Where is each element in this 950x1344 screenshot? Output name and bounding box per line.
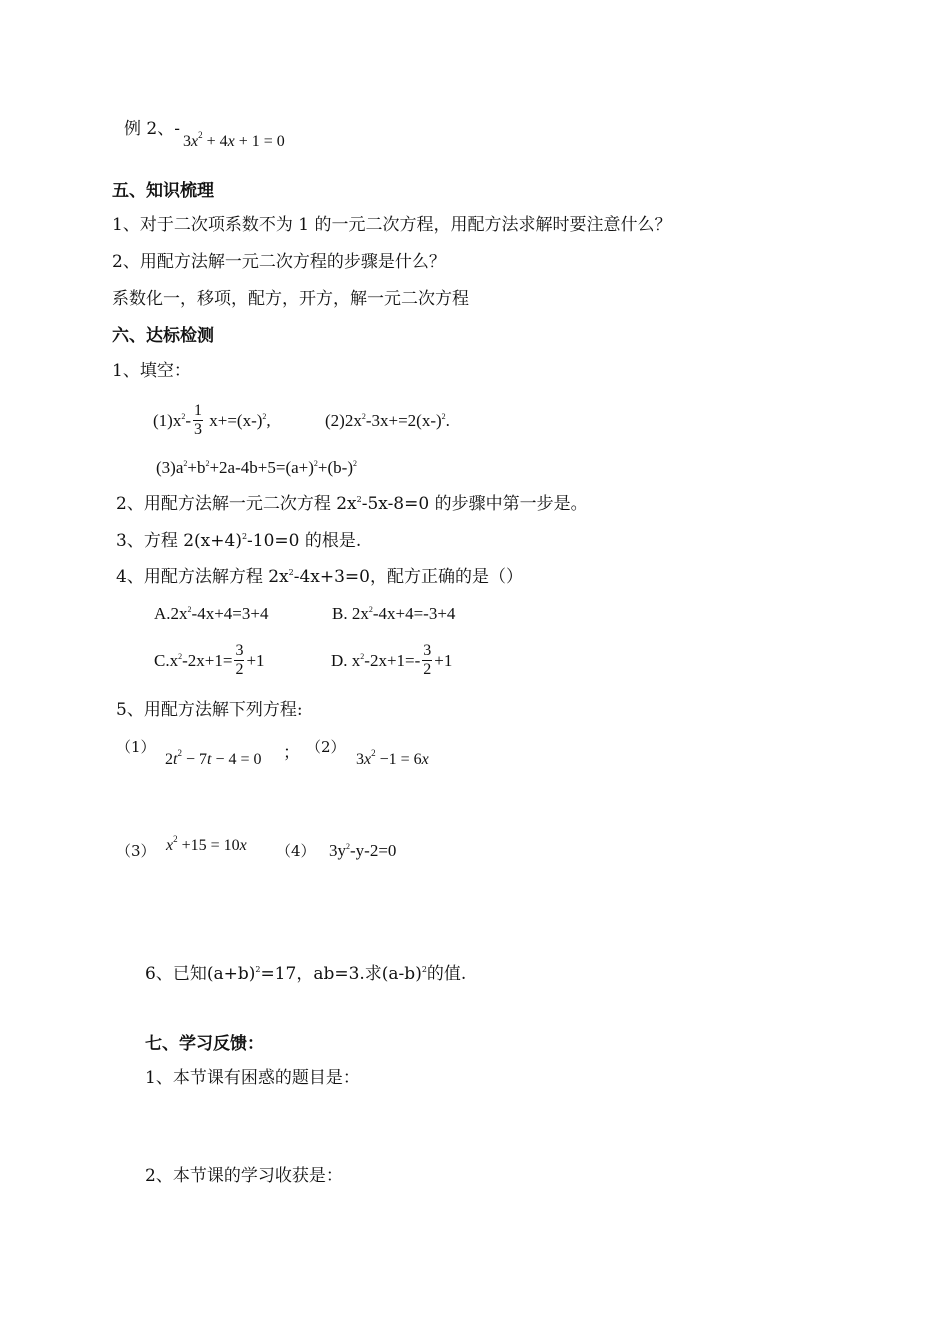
problem-2-equation: $3x^2 -1 = 6x$ xyxy=(356,748,429,768)
section6-q1-label: 1、填空： xyxy=(112,361,191,381)
example2-prefix: 例 2、 xyxy=(124,119,175,139)
fill-blank-2: $(2)2x^2-3x+=2(x-)^2$. xyxy=(325,411,450,430)
problem-2-label: （2） xyxy=(306,738,346,756)
option-a: $A.2x^2-4x+4=3+4$ xyxy=(154,604,269,623)
section6-question-4: 4、用配方法解方程 $2x^2-4x+3=0$，配方正确的是（） xyxy=(116,567,523,587)
problem-1-label: （1） xyxy=(116,738,156,756)
example2-equation: $3x^2 + 4x + 1 = 0$ xyxy=(183,130,285,150)
problem-separator: ； xyxy=(283,743,300,763)
problem-1-equation: $2t^2 - 7t - 4 = 0$ xyxy=(165,748,262,768)
fraction-one-third: $\frac{1}{3}$ xyxy=(194,401,202,438)
section7-question-2: 2、本节课的学习收获是： xyxy=(145,1166,343,1186)
section6-question-3: 3、方程 $2(x+4)^2-10=0$ 的根是. xyxy=(116,531,362,551)
problem-3-equation: $x^2 +15 = 10x$ xyxy=(166,834,247,854)
section6-question-5: 5、用配方法解下列方程: xyxy=(116,700,303,720)
example2-dash: - xyxy=(174,119,180,139)
section5-heading: 五、知识梳理 xyxy=(112,181,214,201)
section5-answer: 系数化一，移项，配方，开方，解一元二次方程 xyxy=(112,289,469,309)
problem-4-label: （4） xyxy=(276,842,316,860)
fraction-three-halves: $\frac{3}{2}$ xyxy=(235,641,244,678)
section5-question-2: 2、用配方法解一元二次方程的步骤是什么？ xyxy=(112,252,446,272)
section6-question-6: 6、已知$(a+b)^2=17$，ab=3.求$(a-b)^2$的值. xyxy=(145,964,467,984)
example2-label xyxy=(124,119,180,139)
fill-blank-3: $(3)a^2+b^2+2a-4b+5=(a+)^2+(b-)^2$ xyxy=(156,458,357,477)
section5-question-1: 1、对于二次项系数不为 1 的一元二次方程，用配方法求解时要注意什么？ xyxy=(112,215,672,235)
problem-3-label: （3） xyxy=(116,842,156,860)
fill-blank-1: $(1)x^2-$ $\frac{1}{3}$ $x+=(x-)^2$, xyxy=(153,401,271,438)
problem-4-equation: $3y^2-y-2=0$ xyxy=(329,841,397,860)
fraction-three-halves-neg: $\frac{3}{2}$ xyxy=(423,641,432,678)
section6-heading: 六、达标检测 xyxy=(112,326,214,346)
option-b: B. $2x^2-4x+4=-3+4$ xyxy=(332,604,456,623)
option-c: $C.x^2-2x+1=$ $\frac{3}{2}$ +1 xyxy=(154,641,265,678)
section7-heading: 七、学习反馈： xyxy=(145,1034,264,1054)
section6-question-2: 2、用配方法解一元二次方程 $2x^2-5x-8=0$ 的步骤中第一步是。 xyxy=(116,494,588,514)
section7-question-1: 1、本节课有困惑的题目是： xyxy=(145,1068,360,1088)
option-d: D. $x^2-2x+1=-$ $\frac{3}{2}$ +1 xyxy=(331,641,453,678)
